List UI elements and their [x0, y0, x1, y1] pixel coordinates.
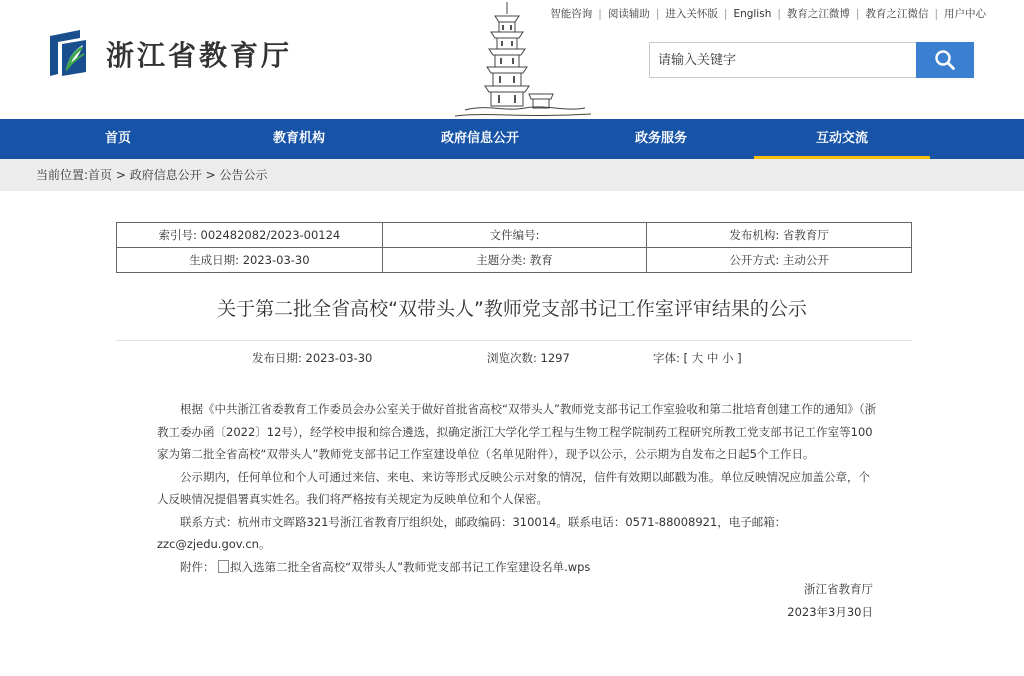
separator: | — [855, 7, 860, 20]
table-row — [117, 223, 912, 248]
font-size-switcher[interactable]: 字体: [ 大 中 小 ] — [653, 351, 742, 365]
nav-institutions[interactable]: 教育机构 — [272, 131, 325, 146]
nav-services[interactable]: 政务服务 — [634, 131, 687, 146]
index-number: 索引号: 002482082/2023-00124 — [117, 223, 383, 248]
search-icon — [934, 49, 956, 71]
search-button[interactable] — [916, 42, 974, 78]
file-icon — [218, 560, 229, 573]
publisher: 发布机构: 省教育厅 — [647, 223, 912, 248]
separator: | — [777, 7, 781, 20]
search-input[interactable] — [649, 42, 916, 78]
nav-gov-info[interactable]: 政府信息公开 — [440, 131, 519, 146]
view-count: 浏览次数: 1297 — [487, 351, 570, 365]
attachment-line — [157, 556, 877, 579]
paragraph: 联系方式：杭州市文晖路321号浙江省教育厅组织处，邮政编码：310014。联系电话：0571-88008921，电子邮箱：zzc@zjedu.gov.cn。 — [157, 514, 787, 551]
toplink-smart-consult[interactable]: 智能咨询 — [550, 8, 593, 20]
separator: | — [655, 7, 660, 20]
article-body — [157, 398, 877, 623]
toplink-weibo[interactable]: 教育之江微博 — [786, 8, 850, 20]
toplink-care-mode[interactable]: 进入关怀版 — [665, 8, 718, 20]
main-nav — [0, 119, 1024, 159]
breadcrumb-announcements[interactable]: 公告公示 — [219, 168, 268, 182]
breadcrumb-separator: > — [115, 168, 126, 182]
created-date: 生成日期: 2023-03-30 — [117, 248, 383, 273]
toplink-reading-assist[interactable]: 阅读辅助 — [607, 8, 650, 20]
site-logo[interactable] — [44, 28, 292, 80]
breadcrumb-separator: > — [205, 168, 216, 182]
toplink-english[interactable]: English — [733, 7, 772, 20]
logo-emblem-icon — [44, 28, 92, 80]
site-name: 浙江省教育厅 — [106, 39, 293, 72]
document-number: 文件编号: — [382, 223, 647, 248]
separator: | — [934, 7, 938, 20]
toplink-user-center[interactable]: 用户中心 — [944, 8, 986, 20]
document-meta-table — [116, 222, 912, 273]
sign-date: 2023年3月30日 — [787, 604, 873, 619]
toplink-wechat[interactable]: 教育之江微信 — [865, 8, 929, 20]
paragraph: 根据《中共浙江省委教育工作委员会办公室关于做好首批省高校“双带头人”教师党支部书记工作室验收和第二批培育创建工作的通知》（浙教工委办函〔2022〕12号），经学校申报和综合遴选，拟确定浙江大学化学工程与生物工程学院制药工程研究所教工党支部书记工作室等100家为第二批全省高校“双带头人”教师党支部书记工作室建设单位（名单见附件），现予以公示，公示期为自发布之日起5个工作日。 — [157, 402, 877, 461]
breadcrumb-home[interactable]: 首页 — [88, 168, 113, 182]
search-box — [649, 42, 974, 78]
article-info-bar — [0, 350, 1024, 366]
separator: | — [598, 7, 602, 20]
paragraph: 公示期内，任何单位和个人可通过来信、来电、来访等形式反映公示对象的情况，信件有效期以邮戳为准。单位反映情况应加盖公章，个人反映情况提倡署真实姓名。我们将严格按有关规定为反映单位和个人保密。 — [157, 469, 870, 506]
article-title: 关于第二批全省高校“双带头人”教师党支部书记工作室评审结果的公示 — [217, 298, 807, 320]
table-row — [117, 248, 912, 273]
publish-date: 发布日期: 2023-03-30 — [252, 351, 373, 365]
breadcrumb-prefix: 当前位置: — [36, 168, 89, 182]
topic-category: 主题分类: 教育 — [382, 248, 647, 273]
breadcrumb — [0, 159, 1024, 191]
top-links — [550, 6, 986, 21]
site-header — [0, 0, 1024, 119]
attachment-label: 附件： — [180, 559, 215, 574]
separator: | — [723, 7, 728, 20]
open-mode: 公开方式: 主动公开 — [647, 248, 912, 273]
nav-interaction[interactable]: 互动交流 — [754, 119, 930, 159]
nav-home[interactable]: 首页 — [104, 131, 131, 146]
signature: 浙江省教育厅 — [804, 582, 873, 596]
attachment-link[interactable]: 拟入选第二批全省高校“双带头人”教师党支部书记工作室建设名单.wps — [230, 559, 591, 574]
divider — [116, 340, 912, 341]
breadcrumb-gov-info[interactable]: 政府信息公开 — [129, 168, 202, 182]
